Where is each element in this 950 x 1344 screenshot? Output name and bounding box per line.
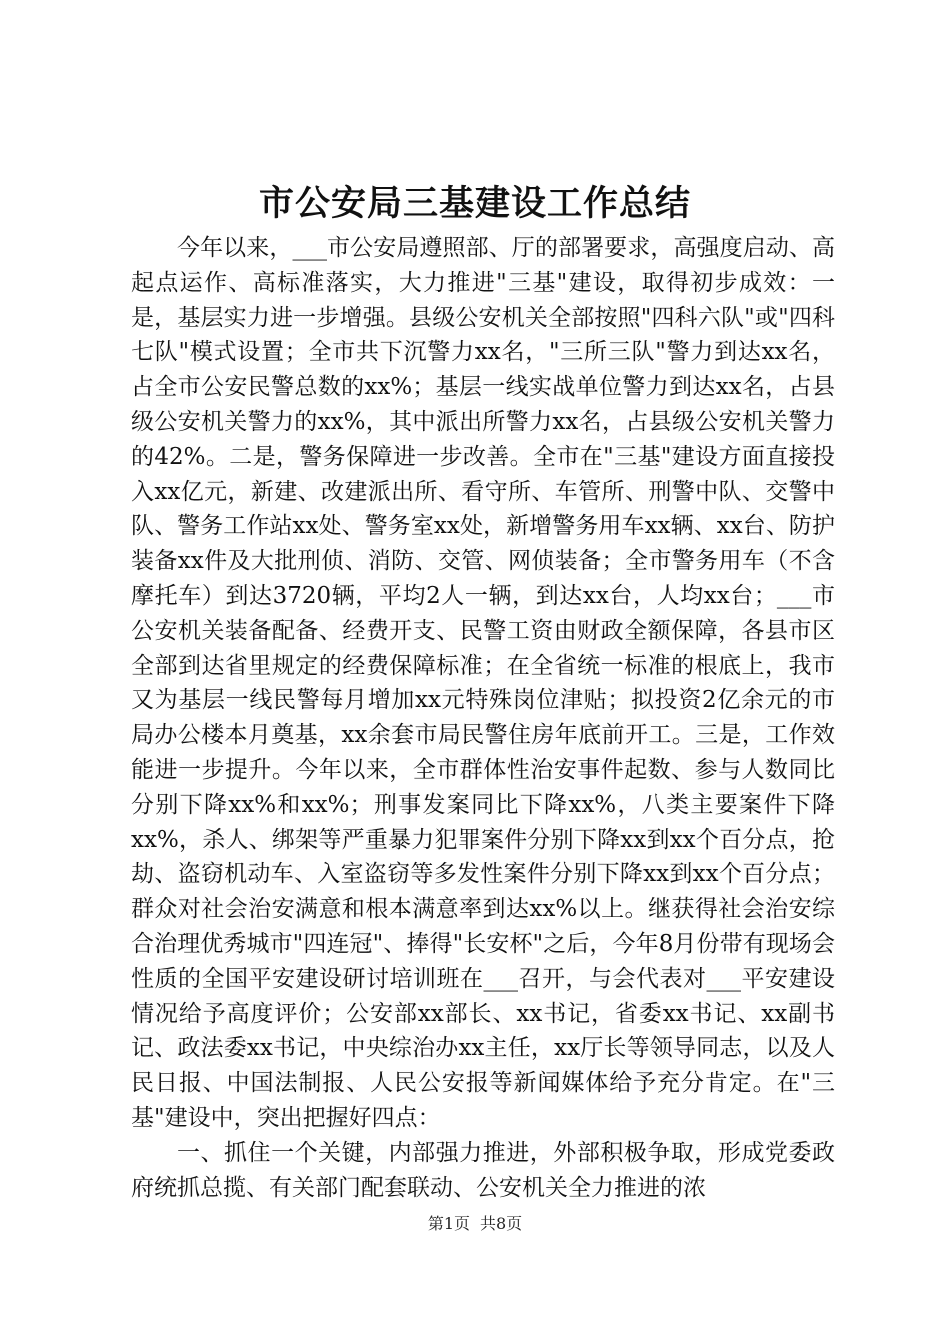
page-total: 共8页: [480, 1214, 523, 1233]
document-body: [131, 231, 835, 1205]
page-footer: [0, 1213, 950, 1235]
paragraph-point-one: 一、抓住一个关键，内部强力推进，外部积极争取，形成党委政府统抓总揽、有关部门配套联动、公安机关全力推进的浓: [131, 1139, 835, 1201]
page-number: 第1页: [427, 1214, 470, 1233]
paragraph-summary: 今年以来，___市公安局遵照部、厅的部署要求，高强度启动、高起点运作、高标准落实，大力推进"三基"建设，取得初步成效：一是，基层实力进一步增强。县级公安机关全部按照"四科六队"或"四科七队"模式设置；全市共下沉警力xx名，"三所三队"警力到达xx名，占全市公安民警总数的xx%；基层一线实战单位警力到达xx名，占县级公安机关警力的xx%，其中派出所警力xx名，占县级公安机关警力的42%。二是，警务保障进一步改善。全市在"三基"建设方面直接投入xx亿元，新建、改建派出所、看守所、车管所、刑警中队、交警中队、警务工作站xx处、警务室xx处，新增警务用车xx辆、xx台、防护装备xx件及大批刑侦、消防、交管、网侦装备；全市警务用车（不含摩托车）到达3720辆，平均2人一辆，到达xx台，人均xx台；___市公安机关装备配备、经费开支、民警工资由财政全额保障，各县市区全部到达省里规定的经费保障标准；在全省统一标准的根底上，我市又为基层一线民警每月增加xx元特殊岗位津贴；拟投资2亿余元的市局办公楼本月奠基，xx余套市局民警住房年底前开工。三是，工作效能进一步提升。今年以来，全市群体性治安事件起数、参与人数同比分别下降xx%和xx%；刑事发案同比下降xx%，八类主要案件下降xx%，杀人、绑架等严重暴力犯罪案件分别下降xx到xx个百分点，抢劫、盗窃机动车、入室盗窃等多发性案件分别下降xx到xx个百分点；群众对社会治安满意和根本满意率到达xx%以上。继获得社会治安综合治理优秀城市"四连冠"、捧得"长安杯"之后，今年8月份带有现场会性质的全国平安建设研讨培训班在___召开，与会代表对___平安建设情况给予高度评价；公安部xx部长、xx书记，省委xx书记、xx副书记、政法委xx书记，中央综治办xx主任，xx厅长等领导同志，以及人民日报、中国法制报、人民公安报等新闻媒体给予充分肯定。在"三基"建设中，突出把握好四点：: [131, 235, 835, 1131]
document-title: 市公安局三基建设工作总结: [258, 183, 691, 224]
